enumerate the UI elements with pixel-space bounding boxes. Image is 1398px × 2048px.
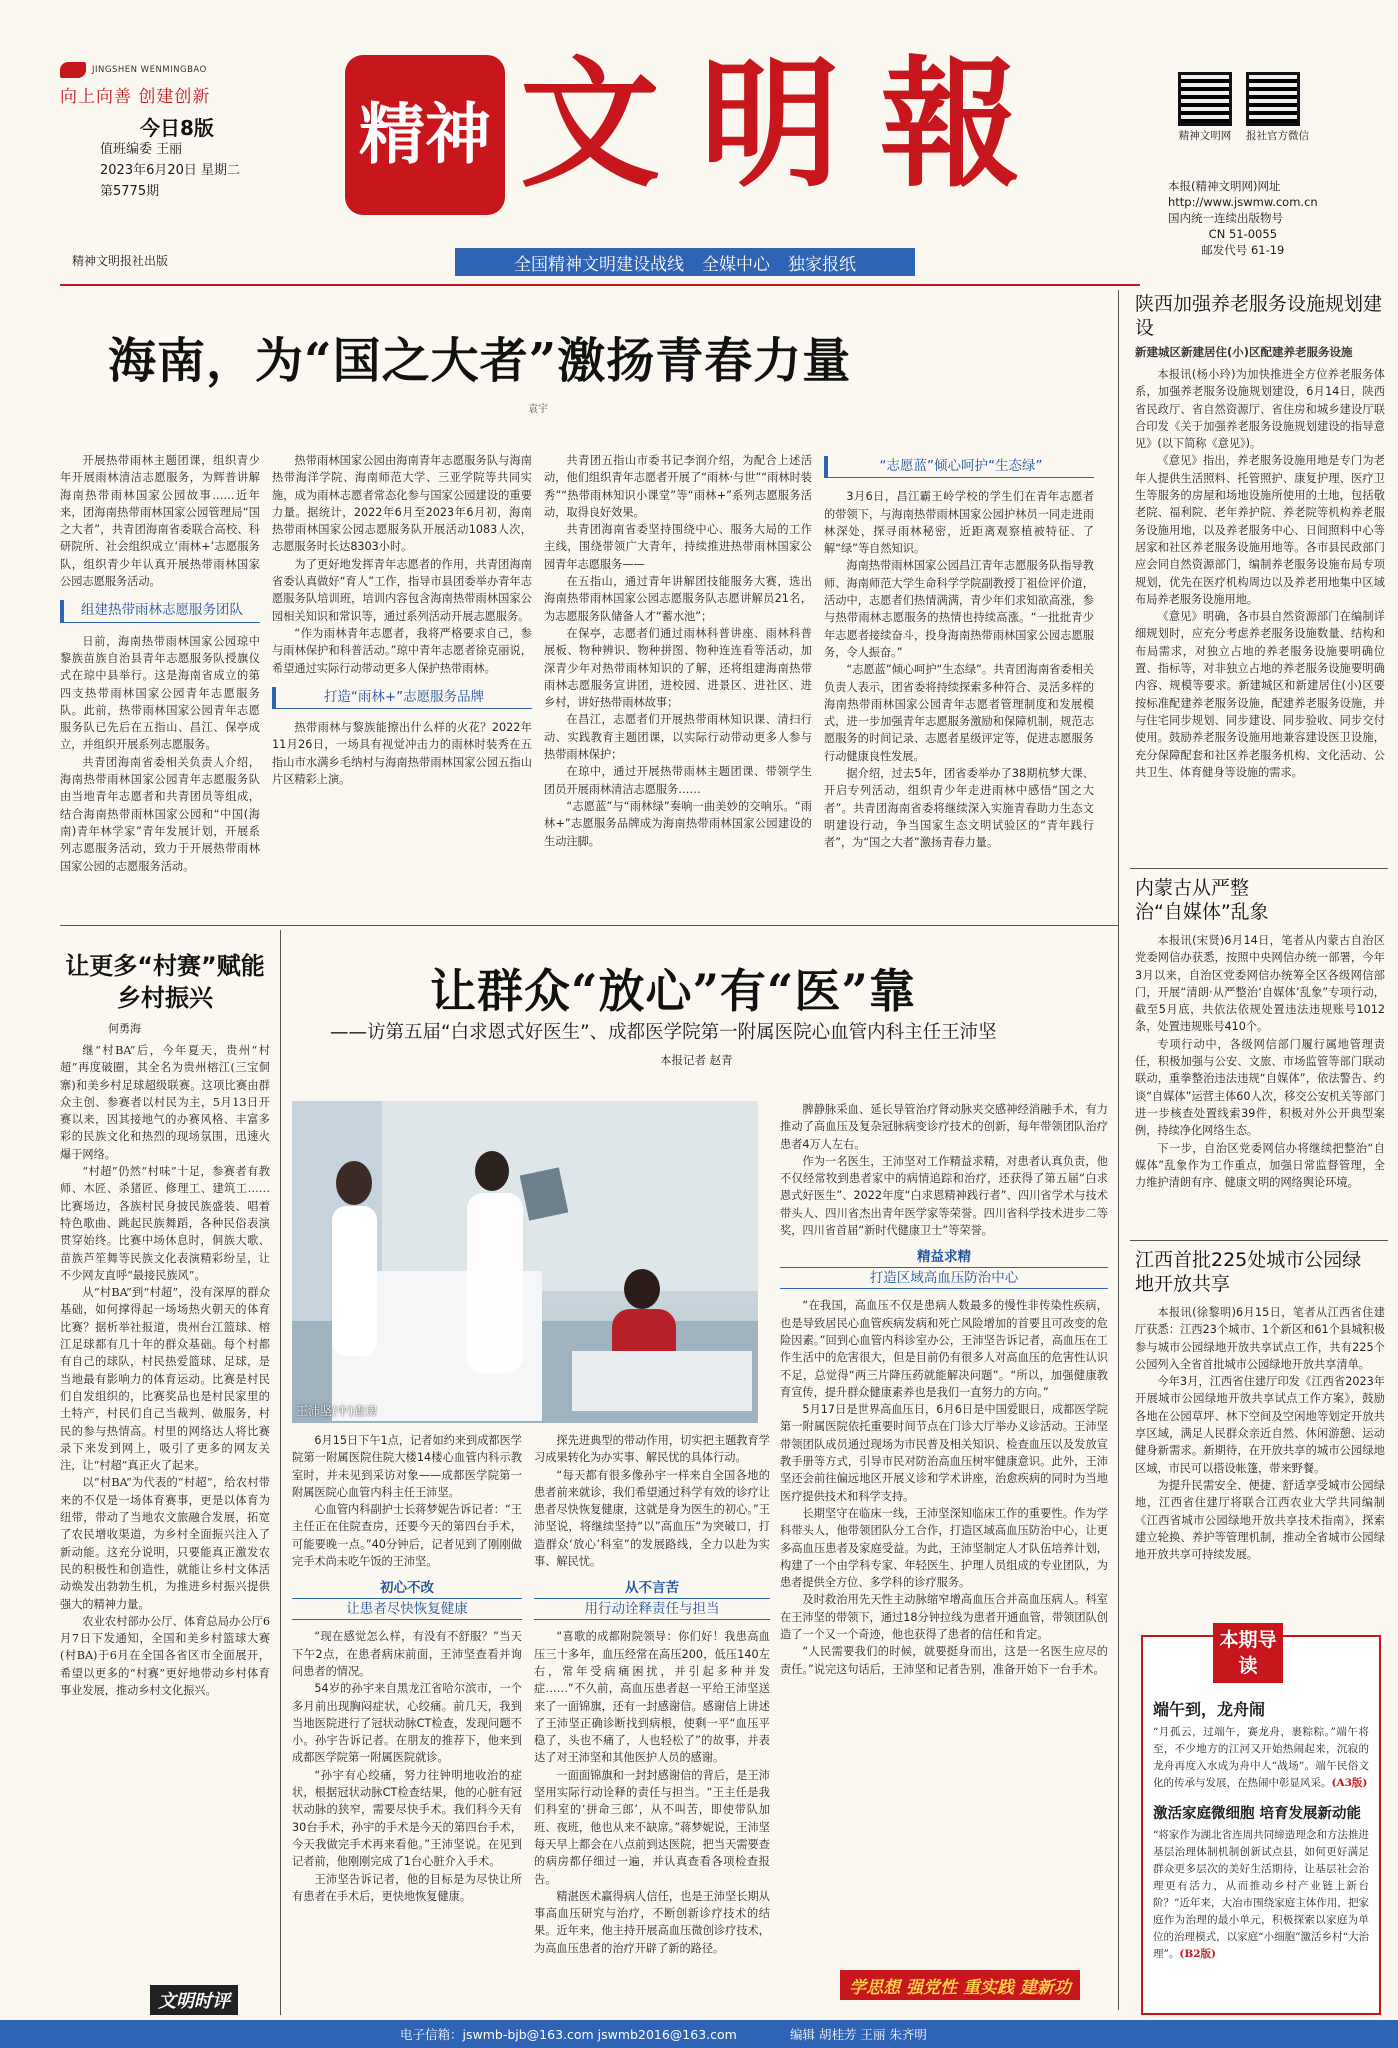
publisher: 精神文明报社出版 bbox=[72, 254, 169, 268]
lead-headline: 海南，为“国之大者”激扬青春力量 bbox=[108, 333, 852, 389]
commentary: 让更多“村赛”赋能乡村振兴 何勇海 继“村BA”后，今年夏天，贵州“村超”再度破圈，其全名为贵州榕江(三宝侗寨)和美乡村足球超级联赛。这项比赛由群众主创、参赛者以村民为主，5月13日开赛以来，因其接地气的办赛风格、丰富多彩的民族文化和热烈的现场氛围，迅速火爆于网络。 “村超”仍然“村味”十足，参赛者有教师、木匠、杀猪匠、修理工、建筑工……比赛场边，各族村民身披民族盛装、唱着特色歌曲、跳起民族舞蹈，各种民俗表演贯穿始终。比赛中场休息时，侗族大歌、苗族芦笙舞等民族文化表演精彩纷呈，让不少网友直呼“最接民族风”。 从“村BA”到“村超”，没有深厚的群众基础，如何撑得起一场场热火朝天的体育比赛？据析举社报道，贵州台江篮球、榕江足球都有几十年的群众基础。每个村都有自己的球队，村民热爱篮球、足球，是当地最有影响力的体育运动。比赛是村民们自发组织的，比赛奖品也是村民家里的土特产，村民们自己当裁判、做服务，村民的参与热情高。村里的网络达人将比赛录下来发到网上，吸引了更多的网友关注，让“村超”真正火了起来。 以“村BA”为代表的“村超”，给农村带来的不仅是一场体育赛事，更是以体育为纽带，带动了当地农文旅融合发展，拓宽了农民增收渠道，为乡村全面振兴注入了新动能。这充分说明，只要能真正激发农民的积极性和创造性，就能让乡村文体活动焕发出勃勃生机，为推进乡村振兴提供强大的精神力量。 农业农村部办公厅、体育总局办公厅6月7日下发通知，全国和美乡村篮球大赛(村BA)于6月在全国各省区市全面展开，希望以更多的“村赛”更好地带动乡村体育事业发展，推动乡村文化振兴。 bbox=[60, 952, 270, 1697]
qr-label: 精神文明网 bbox=[1178, 130, 1232, 142]
banner-item: 独家报纸 bbox=[788, 254, 856, 275]
brief-title: 江西首批225处城市公园绿地开放共享 bbox=[1135, 1249, 1362, 1295]
lead-column-2: 热带雨林国家公园由海南青年志愿服务队与海南热带海洋学院、海南师范大学、三亚学院等共同实施，成为雨林志愿者常态化参与国家公园建设的重要力量。据统计，2022年6月至2023年6月初，海南热带雨林国家公园志愿服务队开展活动1083人次，志愿服务时长达8303小时。 为了更好地发挥青年志愿者的作用，共青团海南省委认真做好“育人”工作，指导市县团委举办青年志愿服务队培训班，培训内容包含海南热带雨林国家公园相关知识和常识等，通过系列活动开展志愿服务。 “作为雨林青年志愿者，我将严格要求自己，参与雨林保护和科普活动。”琼中青年志愿者徐克丽说，希望通过实际行动带动更多人保护热带雨林。 打造“雨林+”志愿服务品牌 热带雨林与黎族能擦出什么样的火花？2022年11月26日，一场具有视觉冲击力的雨林时装秀在五指山市水满乡毛纳村与海南热带雨林国家公园五指山片区精彩上演。 bbox=[272, 454, 532, 787]
website-link[interactable]: http://www.jswmw.com.cn bbox=[1168, 195, 1318, 209]
guide-item-title[interactable]: 端午到，龙舟闹 bbox=[1153, 1700, 1266, 1719]
feature-photo bbox=[292, 1101, 758, 1423]
masthead-motto: 向上向善 创建创新 bbox=[60, 87, 211, 107]
top-banner bbox=[455, 248, 915, 276]
commentary-author: 何勇海 bbox=[108, 1022, 141, 1035]
subheading: 精益求精 打造区域高血压防治中心 bbox=[780, 1247, 1108, 1289]
brief-innermongolia: 内蒙古从严整治“自媒体”乱象 本报讯(宋贤)6月14日，笔者从内蒙古自治区党委网信办获悉，按照中央网信办统一部署，今年3月以来，自治区党委网信办统筹全区各级网信部门，开展“清朗·从严整治‘自媒体’乱象”专项行动，截至5月底，共依法依规处置违法违规账号1012条，处置违规账号410个。 专项行动中，各级网信部门履行属地管理责任，积极加强与公安、文旅、市场监管等部门联动联动，重拳整治违法违规“自媒体”，依法警告、约谈“自媒体”运营主体60人次，移交公安机关等部门进一步核查处置线索39件，积极对外公开典型案例，持续净化网络生态。 下一步，自治区党委网信办将继续把整治“自媒体”乱象作为工作重点，加强日常监督管理，全力维护清朗有序、健康文明的网络舆论环境。 bbox=[1135, 877, 1385, 1190]
issue-date: 2023年6月20日 星期二 bbox=[100, 163, 241, 178]
editor-on-duty: 值班编委 王丽 bbox=[100, 142, 183, 157]
info-line: 本报(精神文明网)网址 bbox=[1168, 179, 1281, 193]
issue-number: 第5775期 bbox=[100, 184, 160, 199]
info-line: 国内统一连续出版物号 bbox=[1168, 211, 1283, 225]
qr-label: 报社官方微信 bbox=[1246, 130, 1309, 142]
footer-bar bbox=[0, 2020, 1398, 2048]
issue-guide bbox=[1141, 1629, 1381, 2015]
feature-column-1: 6月15日下午1点，记者如约来到成都医学院第一附属医院住院大楼14楼心血管内科示教室时，并未见到采访对象——成都医学院第一附属医院心血管内科主任王沛坚。 心血管内科副护士长蒋梦妮告诉记者：“王主任正在住院查房，还要今天的第四台手术，可能要晚一点。”40分钟后，记者见到了刚刚做完手术尚未吃午饭的王沛坚。 初心不改 让患者尽快恢复健康 “现在感觉怎么样，有没有不舒服？”当天下午2点，在患者病床前面，王沛坚查看并询问患者的情况。 54岁的孙宇来自黑龙江省哈尔滨市，一个多月前出现胸闷症状，心绞痛。前几天，我到当地医院进行了冠状动脉CT检查，发现问题不小。孙宇告诉记者。在朋友的推荐下，他来到成都医学院第一附属医院就诊。 “孙宇有心绞痛，努力往钟明地收治的症状，根据冠状动脉CT检查结果，他的心脏有冠状动脉的狭窄，需要尽快手术。我们科今天有30台手术，孙宇的手术是今天的第四台手术，今天我做完手术再来看他。”王沛坚说。在见到记者前，他刚刚完成了1台心脏介入手术。 王沛坚告诉记者，他的目标是为尽快让所有患者在手术后，更快地恢复健康。 bbox=[292, 1434, 522, 1903]
photo-caption: 王沛坚(中)查房 bbox=[296, 1404, 378, 1418]
qr-code-icon[interactable] bbox=[1246, 72, 1300, 126]
banner-item: 全媒中心 bbox=[702, 254, 770, 275]
footer-editors: 编辑 胡桂芳 王丽 朱齐明 bbox=[790, 2027, 927, 2042]
subheading: 打造“雨林+”志愿服务品牌 bbox=[272, 687, 532, 709]
info-line: 邮发代号 61-19 bbox=[1201, 243, 1285, 257]
footer-email[interactable]: 电子信箱：jswmb-bjb@163.com jswmb2016@163.com bbox=[400, 2027, 737, 2042]
brief-shaanxi: 陕西加强养老服务设施规划建设 新建城区新建居住(小)区配建养老服务设施 本报讯(杨小玲)为加快推进全方位养老服务体系，加强养老服务设施规划建设，6月14日，陕西省民政厅、省自然资源厅、省住房和城乡建设厅联合印发《关于加强养老服务设施规划建设的指导意见》(以下简称《意见》)。 《意见》指出，养老服务设施用地是专门为老年人提供生活照料、托管照护、康复护理、医疗卫生等服务的房屋和场地设施所使用的土地，包括敬老院、福利院、老年养护院、养老院等机构养老服务设施用地，以及养老服务中心、日间照料中心等居家和社区养老服务设施用地等。各市县民政部门应会同自然资源部门，编制养老服务设施布局专项规划，优先在医疗机构周边以及养老用地集中区域布局养老服务设施用地。 《意见》明确，各市县自然资源部门在编制详细规划时，应充分考虑养老服务设施数量、结构和布局需求，对独立占地的养老服务设施要明确位置、指标等，对非独立占地的养老服务设施要明确内容、规模等要求。新建城区和新建居住(小)区要按标准配建养老服务设施，配建养老服务设施，并与住宅同步规划、同步建设、同步验收、同步交付使用。鼓励养老服务设施用地兼容建设医卫设施，充分保障配套和社区养老服务机构、文化活动、公共卫生、体育健身等设施的需求。 bbox=[1135, 293, 1385, 779]
subheading: 组建热带雨林志愿服务团队 bbox=[60, 600, 260, 622]
lead-column-4: “志愿蓝”倾心呵护“生态绿” 3月6日，昌江霸王岭学校的学生们在青年志愿者的带领下，与海南热带雨林国家公园护林员一同走进雨林深处，探寻雨林秘密，近距离观察植被特征、了解“绿”等自然知识。 海南热带雨林国家公园昌江青年志愿服务队指导教师、海南师范大学生命科学学院副教授丁祖俭评价道，活动中，志愿者们热情满满，青少年们求知欲高涨，参与热带雨林志愿服务的热情也持续高涨。“一批批青少年志愿者接续奋斗，投身海南热带雨林国家公园志愿服务，令人振奋。” “志愿蓝”倾心呵护“生态绿”。共青团海南省委相关负责人表示，团省委将持续探索多种符合、灵活多样的海南热带雨林国家公园青年志愿者管理制度和发展模式，进一步加强青年志愿服务激励和保障机制，规范志愿服务的时间记录、志愿者星级评定等，促进志愿服务行动健康良性发展。 据介绍，过去5年，团省委举办了38期杭梦大课、开启专列活动，组织青少年走进雨林中感悟“国之大者”。共青团海南省委将继续深入实施青春助力生态文明建设行动，争当国家生态文明试验区的“青年践行者”，为“国之大者”激扬青春力量。 bbox=[824, 458, 1094, 850]
slogan-banner: 学思想 强党性 重实践 建新功 bbox=[840, 1970, 1080, 2000]
brief-jiangxi: 江西首批225处城市公园绿地开放共享 本报讯(徐黎明)6月15日，笔者从江西省住建厅获悉：江西23个城市、1个新区和61个县城积极参与城市公园绿地开放共享试点工作，共有225个公园列入全省首批城市公园绿地开放共享清单。 今年3月，江西省住建厅印发《江西省2023年开展城市公园绿地开放共享试点工作方案》，鼓励各地在公园草坪、林下空间及空闲地等划定开放共享区域，满足人民群众亲近自然、休闲游憩、运动健身新需求。新期待，在开放共享的城市公园绿地区域，市民可以搭设帐篷，带来野餐。 为提升民需安全、便捷、舒适享受城市公园绿地，江西省住建厅将联合江西农业大学共同编制《江西省城市公园绿地开放共享技术指南》，探索建立轮换、养护等管理机制，推动全省城市公园绿地开放共享可持续发展。 bbox=[1135, 1249, 1385, 1562]
lead-column-3: 共青团五指山市委书记李润介绍，为配合上述活动，他们组织青年志愿者开展了“雨林·与世”“雨林时装秀”“热带雨林知识小课堂”等“雨林+”系列志愿服务活动，取得良好效果。 共青团海南省委坚持围绕中心、服务大局的工作主线，围绕带领广大青年，持续推进热带雨林国家公园青年志愿服务—— 在五指山，通过青年讲解团技能服务大赛，选出海南热带雨林国家公园志愿服务队志愿讲解员21名，为志愿服务队储备人才“蓄水池”； 在保亭，志愿者们通过雨林科普讲座、雨林科普展板、物种辨识、物种拼图、物种连连看等活动，加深青少年对热带雨林知识的了解，还将组建海南热带雨林志愿服务宣讲团，进校园、进景区、进社区、进乡村，讲好热带雨林故事； 在昌江，志愿者们开展热带雨林知识课、清扫行动、实践教育主题团课，以实际行动带动更多人参与热带雨林保护； 在琼中，通过开展热带雨林主题团课、带领学生团员开展雨林清洁志愿服务…… “志愿蓝”与“雨林绿”奏响一曲美妙的交响乐。“雨林+”志愿服务品牌成为海南热带雨林国家公园建设的生动注脚。 bbox=[544, 454, 812, 848]
qr-code-icon[interactable] bbox=[1178, 72, 1232, 126]
info-line: CN 51-0055 bbox=[1208, 227, 1278, 241]
doctor-ward-image bbox=[292, 1101, 758, 1423]
feature-headline: 让群众“放心”有“医”靠 bbox=[430, 964, 916, 1018]
logo-mark-icon bbox=[60, 62, 86, 78]
brief-title: 内蒙古从严整治“自媒体”乱象 bbox=[1135, 877, 1269, 923]
guide-item-title[interactable]: 激活家庭微细胞 培育发展新动能 bbox=[1153, 1806, 1362, 1822]
subheading: 从不言苦 用行动诠释责任与担当 bbox=[534, 1578, 770, 1620]
brief-title: 陕西加强养老服务设施规划建设 bbox=[1135, 293, 1383, 339]
masthead-logo bbox=[60, 62, 290, 107]
feature-byline: 本报记者 赵青 bbox=[660, 1053, 733, 1067]
subheading: 初心不改 让患者尽快恢复健康 bbox=[292, 1578, 522, 1620]
guide-tag: 本期导读 bbox=[1213, 1623, 1283, 1683]
brief-subtitle: 新建城区新建居住(小)区配建养老服务设施 bbox=[1135, 345, 1353, 359]
page-count: 今日8版 bbox=[140, 116, 214, 140]
lead-column-1: 开展热带雨林主题团课，组织青少年开展雨林清洁志愿服务，为辉普讲解海南热带雨林国家公园故事……近年来，团海南热带雨林国家公园管理局“国之大者”，共青团海南省委联合高校、科研院所、社会组织成立‘雨林+’志愿服务队，组织青少年认真开展热带雨林国家公园志愿服务活动。 组建热带雨林志愿服务团队 日前，海南热带雨林国家公园琼中黎族苗族自治县青年志愿服务队授旗仪式在琼中县举行。这是海南省成立的第四支热带雨林国家公园青年志愿服务队。此前，热带雨林国家公园青年志愿服务队已先后在五指山、昌江、保亭成立，并组织开展系列志愿服务。 共青团海南省委相关负责人介绍，海南热带雨林国家公园青年志愿服务队由当地青年志愿者和共青团员等组成，结合海南热带雨林国家公园和“中国(海南)青年林学家”青年发展计划，开展系列志愿服务活动，致力于开展热带雨林国家公园的志愿服务活动。 bbox=[60, 454, 260, 873]
guide-item-body: “将家作为湖北省连周共同缔造理念和方法推进基层治理体制机制创新试点县，如何更好满足群众更多层次的美好生活期待，让基层社会治理更有活力，从而推动乡村产业链上新台阶？”近年来，大冶市围绕家庭主体作用，把家庭作为治理的最小单元，积极探索以家庭为单位的治理模式，以家庭“小细胞”激活乡村“大治理”。(B2版) bbox=[1153, 1829, 1369, 1960]
edition-info bbox=[100, 118, 240, 202]
feature-column-3: 脾静脉采血、延长导管治疗肾动脉夹交感神经消融手术，有力推动了高血压及复杂冠脉病变诊疗技术的创新，每年带领团队治疗患者4万人左右。 作为一名医生，王沛坚对工作精益求精，对患者认真负责，他不仅经常牧到患者家中的病情追踪和治疗，还获得了第五届“白求恩式好医生”、2022年度“白求恩精神践行者”、四川省学术与技术带头人、四川省杰出青年医学家等荣誉。四川省科学技术进步二等奖，四川省首届“新时代健康卫士”等荣誉。 精益求精 打造区域高血压防治中心 “在我国，高血压不仅是患病人数最多的慢性非传染性疾病，也是导致居民心血管疾病发病和死亡风险增加的首要且可改变的危险因素。”回到心血管内科诊室办公，王沛坚告诉记者，高血压在工作生活中的危害很大，但是目前仍有很多人对高血压的危害性认识不足，总觉得“两三片降压药就能解决问题”。“所以，加强健康教育宣传，提升群众健康素养也是我们一直努力的方向。” 5月17日是世界高血压日，6月6日是中国爱眼日，成都医学院第一附属医院依托重要时间节点在门诊大厅举办义诊活动。王沛坚带领团队成员通过现场为市民普及相关知识、检查血压以及发放宣教手册等方式，引导市民对防治高血压树牢健康意识。此外，王沛坚还会前往偏远地区开展义诊和学术讲座，治愈疾病的同时为当地医疗提供技术和科学支持。 长期坚守在临床一线，王沛坚深知临床工作的重要性。作为学科带头人，他带领团队分工合作，打造区域高血压防治中心，让更多高血压患者及家庭受益。为此，王沛坚制定人才队伍培养计划，构建了一个由学科专家、年轻医生、护理人员组成的专业团队，为患者提供全方位、多学科的诊疗服务。 及时救治用先天性主动脉缩窄增高血压合并高血压病人。科室在王沛坚的带领下，通过18分钟拉线为患者开通血管，带领团队创造了一个又一个奇迹，他也获得了患者的信任和肯定。 “人民需要我们的时候，就要挺身而出，这是一名医生应尽的责任。”说完这句话后，王沛坚和记者告别，准备开始下一台手术。 bbox=[780, 1103, 1108, 1676]
commentary-title: 让更多“村赛”赋能乡村振兴 bbox=[65, 952, 265, 1012]
feature-column-2: 探先进典型的带动作用，切实把主题教育学习成果转化为办实事、解民忧的具体行动。 “每天都有很多像孙宇一样来自全国各地的患者前来就诊，我们希望通过科学有效的诊疗让患者尽快恢复健康，这就是身为医生的初心。”王沛坚说，将继续坚持“以”高血压“为突破口，打造群众‘放心’科室”的发展路线，全力以赴为实事、解民忧。 从不言苦 用行动诠释责任与担当 “喜歌的成都附院领导：你们好！我患高血压三十多年，血压经常在高压200，低压140左右，常年受病痛困扰，并引起多种并发症……”不久前，高血压患者赵一平给王沛坚送来了一面锦旗，还有一封感谢信。感谢信上讲述了王沛坚正确诊断找到病根，使剩一平“血压平稳了，头也不痛了，人也轻松了”的故事，并表达了对王沛坚和其他医护人员的感谢。 一面面锦旗和一封封感谢信的背后，是王沛坚用实际行动诠释的责任与担当。“王主任是我们科室的‘拼命三郎’，从不叫苦，即使带队加班、夜班，他也从来不缺席。”蒋梦妮说，王沛坚每天早上都会在八点前到达医院，把当天需要查的病房都仔细过一遍，并认真查看各项检查报告。 精湛医术赢得病人信任，也是王沛坚长期从事高血压研究与治疗，不断创新诊疗技术的结果。近年来，他主持开展高血压微创诊疗技术，为高血压患者的治疗开辟了新的路径。 bbox=[534, 1434, 770, 1955]
logo-english: JINGSHEN WENMINGBAO bbox=[92, 65, 207, 75]
publication-info bbox=[1168, 178, 1318, 258]
masthead-title: 文明報 bbox=[520, 43, 1061, 207]
qr-codes bbox=[1178, 72, 1309, 143]
column-mark: 文明时评 bbox=[150, 1985, 238, 2015]
subheading: “志愿蓝”倾心呵护“生态绿” bbox=[824, 456, 1094, 478]
feature-subtitle: ——访第五届“白求恩式好医生”、成都医学院第一附属医院心血管内科主任王沛坚 bbox=[330, 1022, 997, 1043]
banner-item: 全国精神文明建设战线 bbox=[514, 254, 684, 275]
masthead-jing-seal: 精神 bbox=[345, 55, 505, 215]
guide-item-body: “月孤云，过端午，赛龙舟，裹粽粽。”端午将至，不少地方的江河又开始热闹起来，沉寂的龙舟再度入水成为舟中人“战场”。端午民俗文化的传承与发展，在热闹中彰显风采。(A3版) bbox=[1153, 1726, 1369, 1789]
lead-byline: 袁宇 bbox=[528, 404, 548, 415]
